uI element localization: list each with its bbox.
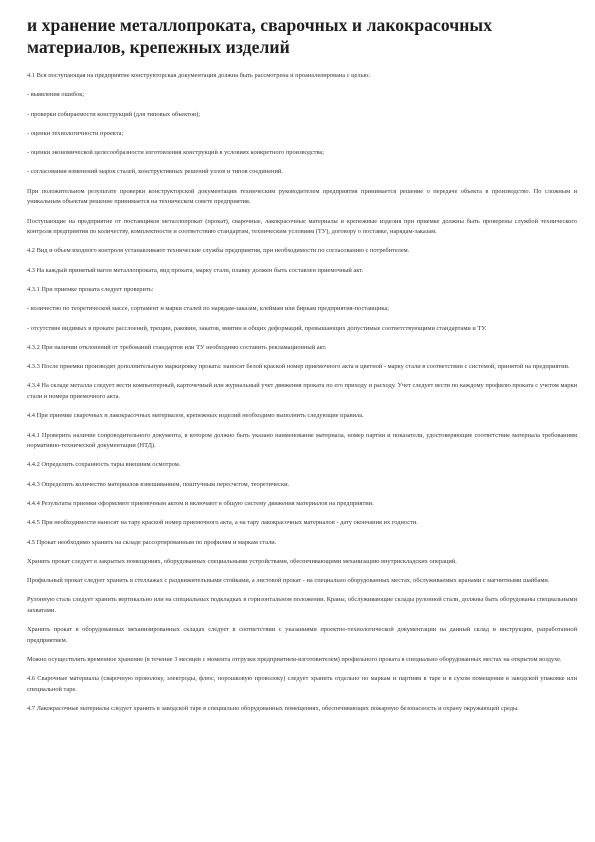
paragraph: Поступающие на предприятие от поставщиков металлопрокат (прокат), сварочные, лакокрасочные материалы и крепежные изделия при приемке должны быть проверены службой технического контроля предприятия по количеству, комплектности и соответствию стандартам, техническим условиям (ТУ), договору о поставке, нарядам-заказам. (27, 217, 577, 236)
paragraph: 4.7 Лакокрасочные материалы следует хранить в заводской таре в специально оборудованных помещениях, обеспечивающих пожарную безопасность и охрану окружающей среды. (27, 705, 519, 713)
paragraph: 4.5 Прокат необходимо хранить на складе рассортированным по профилям и маркам стали. (27, 538, 277, 546)
paragraph: Профильный прокат следует хранить в стеллажах с раздвижительными стойками, а листовой прокат - на специально оборудованных местах, обслуживаемых кранами с магнитными шайбами. (27, 577, 550, 585)
page-title: и хранение металлопроката, сварочных и лакокрасочных материалов, крепежных изделий (27, 15, 493, 57)
paragraph: 4.4.1 Проверить наличие сопроводительного документа, в котором должно быть указано наименование материала, номер партии и показатели, удостоверяющие соответствие материала требованиям нормативно-технической документации (НТД). (27, 431, 577, 450)
paragraph: 4.3.3 После приемки производят дополнительную маркировку проката: наносят белой краской номер приемочного акта и цветной - марку стали в соответствии с системой, принятой на предприятии. (27, 363, 570, 371)
paragraph: 4.4.4 Результаты приемки оформляют приемочным актом и включают в общую систему движения материалов на предприятии. (27, 500, 374, 507)
paragraph: 4.3.2 При наличии отклонений от требований стандартов или ТУ необходимо составить рекламационный акт. (27, 343, 327, 351)
paragraph: 4.3.4 На складе металла следует вести компьютерный, карточечный или журнальный учет движения проката по его приходу и расходу. Учет следует вести по каждому профилю проката с учетом марки стали и номера приемочного акта. (27, 382, 577, 400)
paragraph: Хранить прокат в оборудованных механизированных складах следует в соответствии с указаниями проектно-технологической документации на данный склад и инструкции, разработанной предприятием. (27, 626, 577, 644)
paragraph: Хранить прокат следует в закрытых помещениях, оборудованных специальными устройствами, обеспечивающими механизацию внутрискладских операций. (27, 557, 457, 565)
paragraph: - оценки технологичности проекта; (27, 129, 124, 137)
paragraph: При положительном результате проверки конструкторской документации техническим руководителем предприятия принимается решение о передаче объекта в производство. По сложным и уникальным объектам решение принимается на техническом совете предприятия. (27, 187, 577, 206)
paragraph: - оценки экономической целесообразности изготовления конструкций в условиях конкретного производства; (27, 149, 325, 157)
paragraph: 4.3.1 При приемке проката следует проверить: (27, 286, 154, 293)
paragraph: 4.4.2 Определить сохранность тары внешним осмотром. (27, 461, 181, 469)
paragraph: - отсутствие видимых в прокате расслоений, трещин, раковин, закатов, вмятин и общих деформаций, превышающих допустимые соответствующими стандартами и ТУ. (27, 324, 487, 332)
paragraph: Можно осуществлять временное хранение (в течение 3 месяцев с момента отгрузки предприятием-изготовителем) профильного проката в специально оборудованных местах на открытом воздухе. (27, 656, 562, 664)
paragraph: - согласования изменений марок сталей, конструктивных решений узлов и типов соединений. (27, 168, 283, 176)
paragraph: 4.1 Вся поступающая на предприятие конструкторская документация должна быть рассмотрена и проанализирована с целью: (27, 72, 371, 79)
paragraph: - проверки собираемости конструкций (для типовых объектов); (27, 110, 200, 118)
paragraph: 4.2 Вид и объем входного контроля устанавливают технические службы предприятия, при необходимости по согласованию с потребителем. (27, 247, 410, 255)
paragraph: 4.4.5 При необходимости наносят на тару краской номер приемочного акта, а на тару лакокрасочных материалов - дату окончания их годности. (27, 519, 418, 527)
paragraph: - выявления ошибок; (27, 91, 85, 99)
paragraph: 4.4.3 Определить количество материалов взвешиванием, поштучным пересчетом, теоретически. (27, 480, 290, 488)
paragraph: Рулонную сталь следует хранить вертикально или на специальных подкладках в горизонтальном положении. Краны, обслуживающие склады рулонной стали, должны быть оборудованы специальными захватами. (27, 596, 577, 614)
document-body (27, 71, 577, 715)
paragraph: 4.4 При приемке сварочных и лакокрасочных материалов, крепежных изделий необходимо выполнить следующие правила. (27, 412, 364, 420)
paragraph: 4.3 На каждый принятый вагон металлопроката, вид проката, марку стали, плавку должен быть составлен приемочный акт. (27, 266, 364, 274)
paragraph: - количество по теоретической массе, сортамент и марки сталей по нарядам-заказам, клеймам или биркам предприятия-поставщика; (27, 305, 389, 313)
paragraph: 4.6 Сварочные материалы (сварочную проволоку, электроды, флюс, порошковую проволоку) следует хранить отдельно по маркам и партиям в таре и в сухом помещении в заводской упаковке или специальной таре. (27, 675, 577, 694)
